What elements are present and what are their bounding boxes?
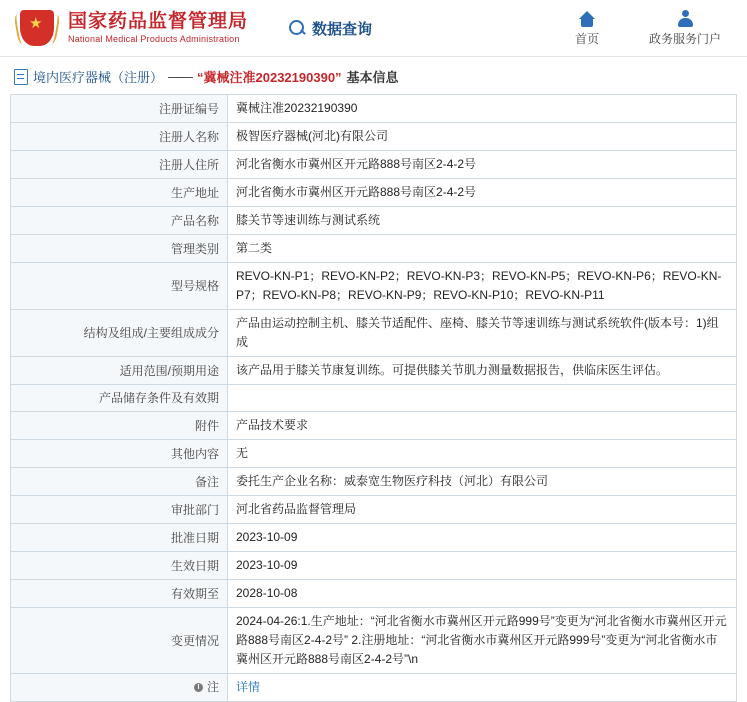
row-label: 适用范围/预期用途 [11, 357, 228, 385]
row-label: 生产地址 [11, 179, 228, 207]
registration-info-table [10, 94, 737, 702]
table-row [11, 263, 737, 310]
row-value: 第二类 [228, 235, 737, 263]
brand-title-en: National Medical Products Administration [68, 34, 240, 44]
table-row [11, 412, 737, 440]
document-icon [14, 69, 28, 85]
page-title-category: 境内医疗器械（注册） [33, 70, 164, 85]
row-label: 生效日期 [11, 552, 228, 580]
row-label: 管理类别 [11, 235, 228, 263]
row-value: 委托生产企业名称：威泰宽生物医疗科技（河北）有限公司 [228, 468, 737, 496]
row-value: 冀械注准20232190390 [228, 95, 737, 123]
row-value: 2023-10-09 [228, 552, 737, 580]
table-row [11, 608, 737, 674]
row-label: 批准日期 [11, 524, 228, 552]
nav-item-home[interactable] [559, 10, 615, 47]
table-row [11, 179, 737, 207]
details-link[interactable]: 详情 [236, 680, 261, 695]
row-label: 其他内容 [11, 440, 228, 468]
row-value: 极智医疗器械(河北)有限公司 [228, 123, 737, 151]
row-value: 2028-10-08 [228, 580, 737, 608]
header-nav [559, 10, 731, 47]
row-label: 注册证编号 [11, 95, 228, 123]
brand-text [68, 11, 248, 45]
page-title-record: “冀械注准20232190390” [197, 70, 342, 85]
table-row [11, 580, 737, 608]
page-title-dash: —— [168, 69, 193, 84]
row-label: 注册人住所 [11, 151, 228, 179]
home-icon [578, 10, 596, 28]
page-title-suffix: 基本信息 [346, 70, 399, 85]
site-brand [16, 8, 248, 48]
row-label: 结构及组成/主要组成成分 [11, 310, 228, 357]
row-value: 2023-10-09 [228, 524, 737, 552]
note-label-text: 注 [206, 680, 219, 694]
person-icon [676, 10, 694, 28]
table-row [11, 385, 737, 412]
row-value: 2024-04-26:1.生产地址：“河北省衡水市冀州区开元路999号”变更为“河北省衡水市冀州区开元路888号南区2-4-2号” 2.注册地址：“河北省衡水市冀州区开元路999号”变更为“河北省衡水市冀州区开元路888号南区2-4-2号”\n [228, 608, 737, 674]
page-title [0, 56, 747, 94]
table-row [11, 207, 737, 235]
table-row [11, 151, 737, 179]
table-row [11, 357, 737, 385]
row-value: 膝关节等速训练与测试系统 [228, 207, 737, 235]
note-value-cell [228, 674, 737, 702]
row-value [228, 385, 737, 412]
row-label: 型号规格 [11, 263, 228, 310]
data-query-label: 数据查询 [312, 20, 373, 38]
row-value: REVO-KN-P1；REVO-KN-P2；REVO-KN-P3；REVO-KN-P5；REVO-KN-P6；REVO-KN-P7；REVO-KN-P8；REVO-KN-P9；REVO-KN-P10；REVO-KN-P11 [228, 263, 737, 310]
row-value: 产品由运动控制主机、膝关节适配件、座椅、膝关节等速训练与测试系统软件(版本号：1)组成 [228, 310, 737, 357]
row-value: 产品技术要求 [228, 412, 737, 440]
brand-title-cn: 国家药品监督管理局 [68, 11, 249, 32]
registration-info-table-wrap [0, 94, 747, 702]
info-icon [194, 683, 203, 692]
row-value: 河北省衡水市冀州区开元路888号南区2-4-2号 [228, 179, 737, 207]
site-header [0, 0, 747, 56]
nav-item-government-portal-label: 政务服务门户 [648, 31, 721, 46]
row-label: 变更情况 [11, 608, 228, 674]
table-row [11, 496, 737, 524]
table-row [11, 468, 737, 496]
note-label-cell [11, 674, 228, 702]
row-value: 河北省衡水市冀州区开元路888号南区2-4-2号 [228, 151, 737, 179]
row-label: 备注 [11, 468, 228, 496]
row-value: 该产品用于膝关节康复训练。可提供膝关节肌力测量数据报告，供临床医生评估。 [228, 357, 737, 385]
row-value: 无 [228, 440, 737, 468]
row-value: 河北省药品监督管理局 [228, 496, 737, 524]
table-row [11, 123, 737, 151]
table-row [11, 524, 737, 552]
row-label: 注册人名称 [11, 123, 228, 151]
table-row [11, 235, 737, 263]
nmpa-emblem-icon: ★ [16, 8, 58, 48]
row-label: 有效期至 [11, 580, 228, 608]
table-row [11, 440, 737, 468]
nav-item-home-label: 首页 [574, 31, 599, 46]
table-row-note [11, 674, 737, 702]
row-label: 产品储存条件及有效期 [11, 385, 228, 412]
table-row [11, 95, 737, 123]
nav-item-government-portal[interactable] [649, 10, 721, 47]
row-label: 产品名称 [11, 207, 228, 235]
data-query-entry[interactable] [288, 18, 372, 39]
table-row [11, 552, 737, 580]
row-label: 审批部门 [11, 496, 228, 524]
table-row [11, 310, 737, 357]
search-icon [288, 19, 306, 37]
row-label: 附件 [11, 412, 228, 440]
